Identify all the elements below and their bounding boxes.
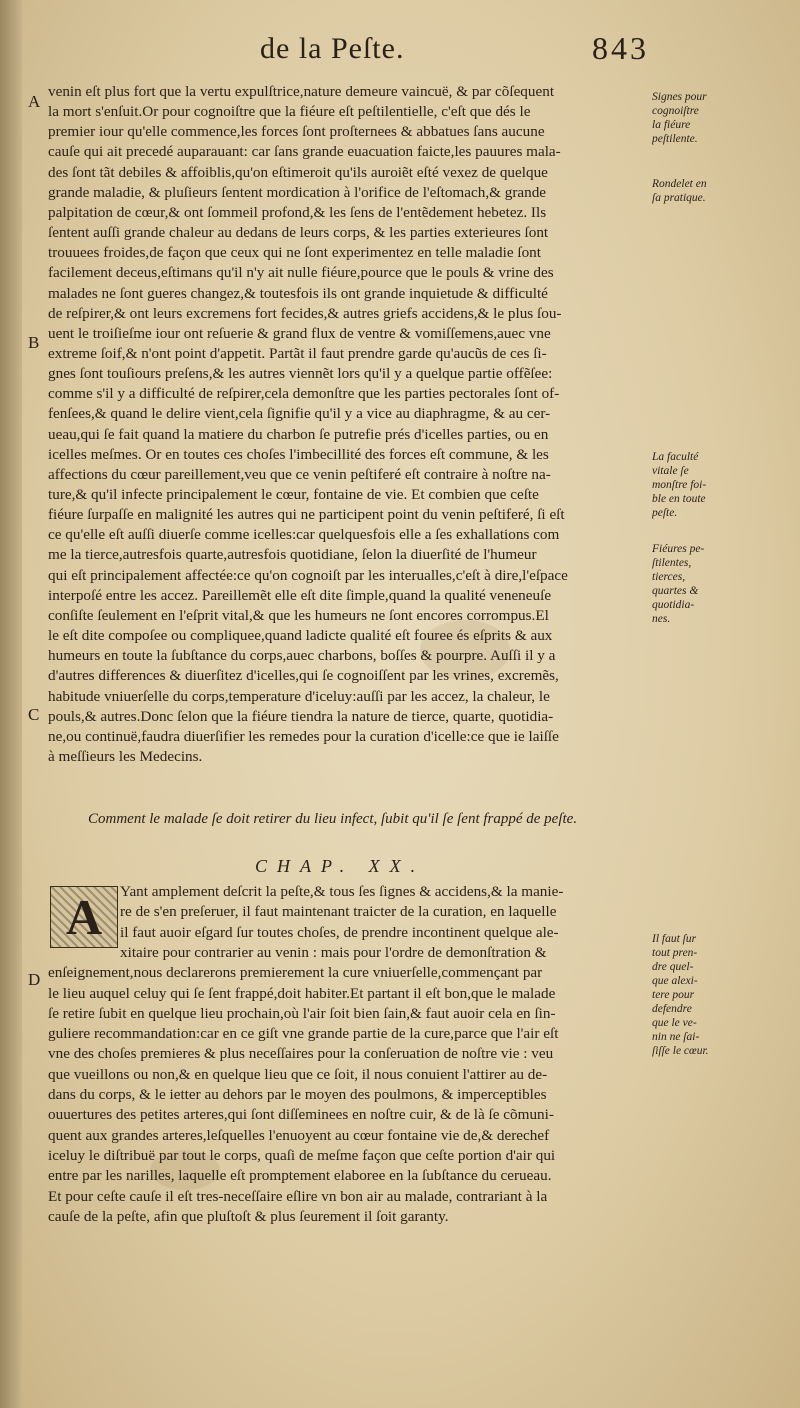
text-line: d'autres differences & diuerſitez d'icelles,qui ſe cognoiſſent par les vrines, excremẽs, (48, 667, 559, 685)
marginal-note-line: cognoiſtre (652, 105, 699, 117)
text-line: uent le troiſieſme iour ont reſuerie & grand flux de ventre & vomiſſemens,auec vne (48, 324, 551, 342)
marginal-note-line: Fiéures pe- (652, 543, 705, 555)
text-line: comme s'il y a difficulté de reſpirer,cela demonſtre que les parties pectorales ſont of- (48, 385, 560, 403)
text-line: fiéure ſurpaſſe en malignité les autres qui ne participent point du venin peſtiferé, ſi eſt (48, 506, 565, 524)
marginal-note-line: ble en toute (652, 493, 706, 505)
text-line: enſeignement,nous declarerons premierement la cure vniuerſelle,commençant par (48, 964, 543, 982)
text-line: fenſees,& quand le delire vient,cela ſignifie qu'il y a vice au diaphragme, & au cer- (48, 405, 551, 423)
text-line: cauſe de la peſte, afin que pluſtoſt & plus ſeurement il ſoit garanty. (48, 1207, 449, 1225)
text-line: ce qu'elle eſt auſſi diuerſe comme icelles:car quelquesfois elle a ſes exhallations com (48, 526, 560, 544)
section-heading: Comment le malade ſe doit retirer du lieu infect, ſubit qu'il ſe ſent frappé de peſte. (88, 811, 578, 827)
text-line: re de s'en preſeruer, il faut maintenant traicter de la curation, en laquelle (120, 903, 557, 921)
text-line: gnes ſont touſiours preſens,& les autres viennẽt lors qu'il y a quelque partie offẽſee: (48, 365, 553, 383)
text-line: ouuertures des petites arteres,qui ſont diſſeminees en noſtre cuir, & de là ſe cõmuni- (48, 1106, 554, 1124)
text-line: venin eſt plus fort que la vertu expulſtrice,nature demeure vaincuë, & par cõſequent (48, 83, 555, 100)
marginal-note-line: dre quel- (652, 961, 694, 973)
marginal-note-line: nes. (652, 613, 671, 625)
marginal-note-line: quartes & (652, 585, 699, 597)
chapter-heading: CHAP. XX. (255, 856, 426, 876)
text-line: premier iour qu'elle commence,les forces ſont proſternees & abbatues ſans aucune (48, 123, 545, 141)
marginal-note-line: nin ne ſai- (652, 1031, 700, 1043)
marginal-note (652, 90, 748, 146)
marginal-note-line: la fiéure (652, 119, 691, 131)
text-line: dans du corps, & le ietter au dehors par le moyen des poulmons, & imperceptibles (48, 1086, 547, 1103)
running-head: de la Peſte. (260, 32, 405, 65)
drop-cap-initial (50, 886, 118, 948)
marginal-note-line: ſa pratique. (652, 192, 706, 204)
text-line: entre par les narilles, laquelle eſt promptement elaboree en la ſubſtance du cerueau. (48, 1167, 552, 1185)
text-line: ſentent auſſi grande chaleur au dedans de leurs corps, & les parties exterieures ſont (48, 224, 549, 242)
text-line: trouuees froides,de façon que ceux qui ne ſont experimentez en telle maladie ſont (48, 244, 541, 262)
text-line: xitaire pour contrarier au venin : mais pour l'ordre de demonſtration & (120, 943, 547, 961)
text-line: facilement deceus,eſtimans qu'il n'y ait nulle fiéure,pource que le pouls & vrine des (48, 264, 554, 282)
marginal-note-line: tierces, (652, 571, 686, 583)
text-line: me la tierce,autresfois quarte,autresfois quotidiane, ſelon la diuerſité de l'humeur (48, 546, 537, 564)
text-line: iceluy le diſtribuë par tout le corps, quaſi de meſme façon que ceſte portion d'air qui (48, 1146, 556, 1164)
marginal-note-line: peſtilente. (652, 133, 698, 145)
marginal-note-line: Il faut ſur (652, 933, 697, 945)
text-line: vne des choſes premieres & plus neceſſaires pour la conſeruation de noſtre vie : veu (48, 1045, 554, 1063)
page-number: 843 (592, 30, 649, 66)
text-line: ſe retire ſubit en quelque lieu prochain,où l'air ſoit bien ſain,& faut auoir cela en ſin- (48, 1004, 556, 1022)
text-line: palpitation de cœur,& ont ſommeil profond,& les ſens de l'entẽdement hebetez. Ils (48, 203, 547, 221)
text-line: humeurs en toute la ſubſtance du corps,auec charbons, boſſes & pourpre. Auſſi il y a (48, 647, 556, 665)
text-line: affections du cœur pareillement,veu que ce venin peſtiferé eſt contraire à noſtre na- (48, 465, 551, 483)
marginal-note-line: ſiſſe le cœur. (652, 1045, 709, 1057)
marginal-note-line: tere pour (652, 989, 695, 1001)
marginal-note (652, 177, 748, 205)
text-line: la mort s'enſuit.Or pour cognoiſtre que la fiéure eſt peſtilentielle, c'eſt que dés le (48, 103, 531, 121)
margin-section-letter: B (28, 333, 40, 352)
marginal-note-line: que le ve- (652, 1017, 697, 1029)
marginal-note-line: que alexi- (652, 975, 698, 987)
text-line: ueau,qui ſe fait quand la matiere du charbon ſe putrefie prés d'icelles parties, ou en (48, 425, 549, 443)
marginal-note (652, 542, 748, 626)
text-line: à meſſieurs les Medecins. (48, 747, 203, 765)
text-line: extreme ſoif,& n'ont point d'appetit. Partãt il faut prendre garde qu'aucũs de ces ſi- (48, 344, 547, 362)
margin-section-letter: A (28, 92, 41, 111)
text-line: Et pour ceſte cauſe il eſt tres-neceſſaire eſlire vn bon air au malade, contrariant à la (48, 1187, 548, 1205)
text-line: ture,& qu'il infecte principalement le cœur, fontaine de vie. Et combien que ceſte (48, 486, 539, 503)
text-line: guliere recommandation:car en ce giſt vne grande partie de la cure,parce que l'air eſt (48, 1025, 559, 1043)
margin-section-letter: C (28, 705, 40, 724)
marginal-note-line: La faculté (652, 451, 699, 463)
text-line: icelles meſmes. Or en toutes ces choſes l'imbecillité des forces eſt commune, & les (48, 445, 549, 463)
marginal-note-line: tout pren- (652, 947, 698, 959)
text-line: habitude vniuerſelle du corps,temperature d'iceluy:auſſi par les accez, la chaleur, le (48, 687, 550, 705)
marginal-note (652, 450, 748, 520)
text-line: de reſpirer,& ont leurs excremens fort fecides,& autres griefs accidens,& le plus ſou- (48, 304, 562, 322)
text-line: interpoſé entre les accez. Pareillemẽt elle eſt dite ſimple,quand la qualité veneneuſe (48, 586, 552, 604)
text-line: le eſt dite compoſee ou compliquee,quand ladicte qualité eſt fouree és eſprits & aux (48, 627, 553, 645)
text-line: cauſe qui ait precedé auparauant: car ſans grande euacuation faicte,les pauures mala- (48, 143, 561, 161)
marginal-note-line: Signes pour (652, 91, 707, 103)
marginal-note-line: defendre (652, 1003, 692, 1015)
text-line: quent aux grandes arteres,leſquelles l'enuoyent au cœur fontaine vie de,& derechef (48, 1126, 550, 1144)
marginal-note-line: vitale ſe (652, 465, 689, 477)
marginal-note-line: ſtilentes, (652, 557, 692, 569)
drop-cap-letter: A (65, 889, 103, 945)
marginal-note-line: quotidia- (652, 599, 695, 611)
text-line: il faut auoir eſgard ſur toutes choſes, de prendre incontinent quelque ale- (120, 923, 559, 941)
text-line: qui eſt principalement affectée:ce qu'on cognoiſt par les interualles,c'eſt à dire,l'eſpace (48, 566, 568, 584)
text-line: grande maladie, & pluſieurs ſentent mordication à l'orifice de l'eſtomach,& grande (48, 183, 547, 201)
text-line: que vueillons ou non,& en quelque lieu que ce ſoit, il nous conuient l'attirer au de- (48, 1065, 548, 1083)
marginal-note-line: peſte. (652, 507, 678, 519)
text-line: Yant amplement deſcrit la peſte,& tous ſes ſignes & accidens,& la manie- (120, 883, 564, 900)
text-line: ne,ou continuë,faudra diuerſifier les remedes pour la curation d'icelle:ce que ie laiſſe (48, 727, 559, 745)
text-line: conſiſte ſeulement en l'eſprit vital,& que les humeurs ne ſont encores corrompus.El (48, 606, 549, 624)
marginal-note-line: monſtre foi- (652, 479, 707, 491)
marginal-note-line: Rondelet en (652, 178, 707, 190)
text-line: le lieu auquel celuy qui ſe ſent frappé,doit habiter.Et partant il eſt bon,que le malade (48, 984, 556, 1002)
binding-gutter (0, 0, 22, 1408)
text-line: des ſont tãt debiles & affoiblis,qu'on eſtimeroit qu'ils auroiẽt eſté vexez de quelque (48, 163, 548, 181)
text-line: pouls,& autres.Donc ſelon que la fiéure tiendra la nature de tierce, quarte, quotidia- (48, 707, 554, 725)
margin-section-letter: D (28, 970, 41, 989)
text-line: malades ne ſont gueres changez,& toutesfois ils ont grande inquietude & difficulté (48, 284, 548, 302)
marginal-note (652, 932, 748, 1058)
